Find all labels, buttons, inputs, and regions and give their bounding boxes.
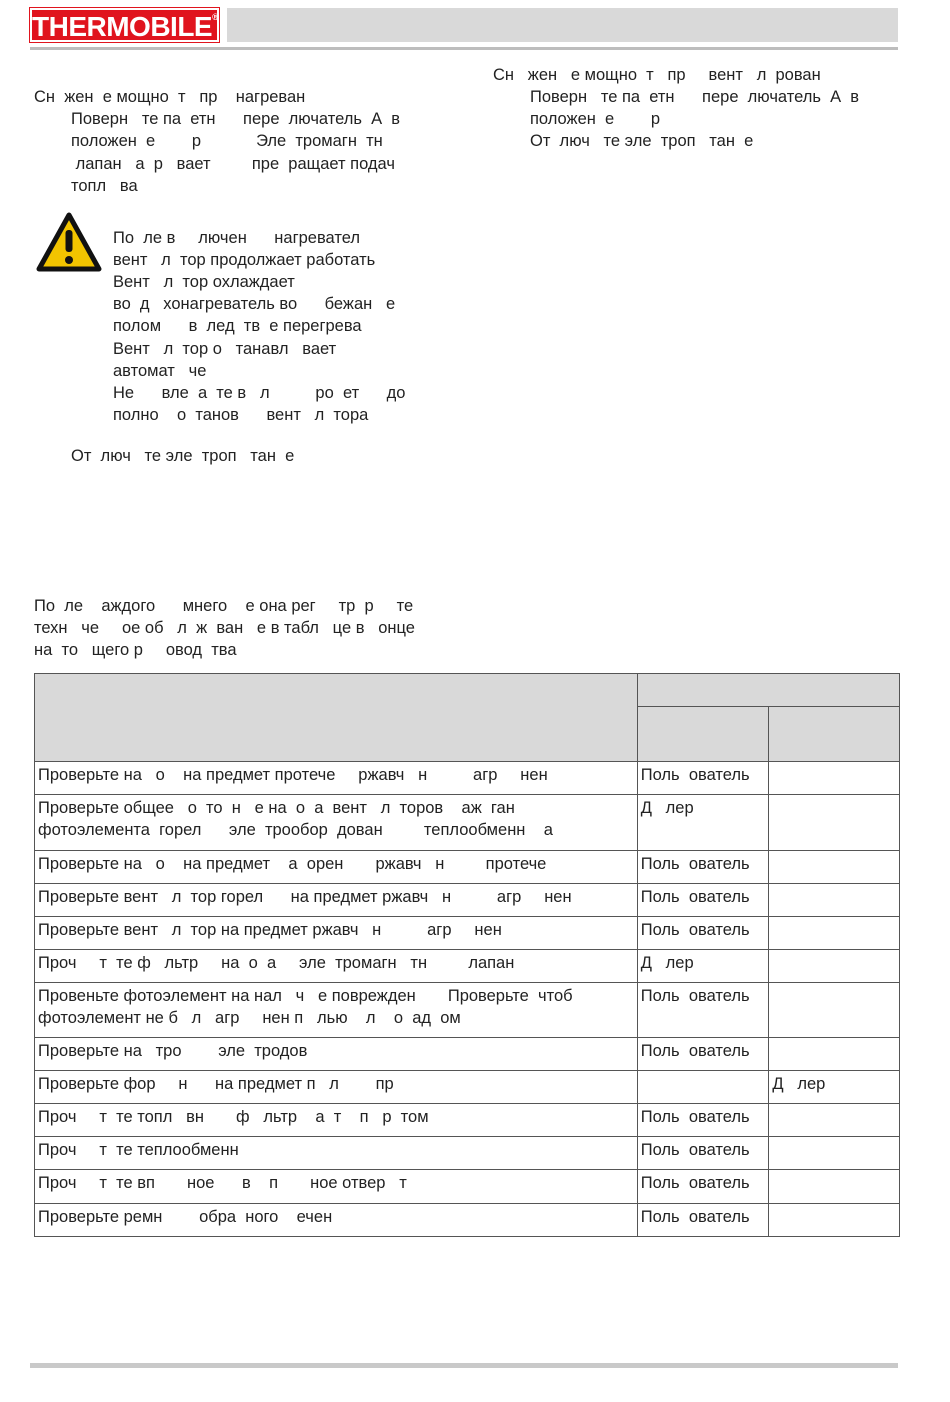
warning-line4: во д хонагреватель во бежан е [113, 295, 396, 313]
frequency-a-cell: Поль ователь [637, 1137, 769, 1170]
frequency-b-cell [769, 1137, 900, 1170]
frequency-a-cell: Поль ователь [637, 917, 769, 950]
frequency-b-cell [769, 795, 900, 851]
left-step1-line1: Поверн те па етн пере лючатель А в [71, 110, 401, 128]
table-row [35, 1137, 900, 1170]
frequency-a-cell: Д лер [637, 950, 769, 983]
warning-line3: Вент л тор охлаждает [113, 273, 295, 291]
logo-registered-mark: ® [212, 12, 219, 22]
frequency-a-cell: Поль ователь [637, 762, 769, 795]
task-cell: Проч т те вп ное в п ное отвер т [35, 1170, 638, 1204]
task-cell: Проч т те ф льтр на о а эле тромагн тн лапан [35, 950, 638, 983]
table-row [35, 851, 900, 884]
frequency-b-cell [769, 851, 900, 884]
frequency-b-cell [769, 1104, 900, 1137]
left-step2: От люч те эле троп тан е [71, 447, 295, 465]
frequency-b-cell [769, 950, 900, 983]
warning-line8: Не вле а те в л ро ет до [113, 384, 406, 402]
table-header-task [35, 674, 638, 762]
left-heading: Сн жен е мощно т пр нагреван [34, 88, 306, 106]
task-cell: Провеньте фотоэлемент на нал ч е поврежден Проверьте чтоб фотоэлемент не б л агр нен п лью л о ад ом [35, 983, 638, 1038]
table-row [35, 884, 900, 917]
frequency-a-cell: Поль ователь [637, 1038, 769, 1071]
frequency-b-cell [769, 762, 900, 795]
table-row [35, 1071, 900, 1104]
header-divider [30, 47, 898, 50]
table-row [35, 762, 900, 795]
left-step1-line4: топл ва [71, 177, 138, 195]
warning-line7: автомат че [113, 362, 207, 380]
table-row [35, 1170, 900, 1204]
frequency-b-cell [769, 983, 900, 1038]
warning-line6: Вент л тор о танавл вает [113, 340, 337, 358]
table-row [35, 1204, 900, 1237]
task-cell: Проверьте вент л тор горел на предмет ржавч н агр нен [35, 884, 638, 917]
note-line2: техн че ое об л ж ван е в табл це в онце [34, 619, 415, 637]
frequency-a-cell: Поль ователь [637, 1170, 769, 1204]
frequency-a-cell: Поль ователь [637, 884, 769, 917]
right-step1-line1: Поверн те па етн пере лючатель А в [530, 88, 860, 106]
table-header-interval [637, 674, 899, 707]
right-step1-line2: положен е р [530, 110, 661, 128]
frequency-a-cell: Поль ователь [637, 983, 769, 1038]
warning-line1: По ле в лючен нагревател [113, 229, 360, 247]
maintenance-table [34, 673, 900, 1237]
left-step1-line3: лапан а р вает пре ращает подач [71, 155, 395, 173]
footer-divider [30, 1363, 898, 1368]
frequency-b-cell: Д лер [769, 1071, 900, 1104]
header-bar [227, 8, 898, 42]
frequency-b-cell [769, 884, 900, 917]
note-line1: По ле аждого мнего е она рег тр р те [34, 597, 414, 615]
task-cell: Проверьте вент л тор на предмет ржавч н агр нен [35, 917, 638, 950]
table-row [35, 1104, 900, 1137]
warning-line2: вент л тор продолжает работать [113, 251, 376, 269]
right-heading: Сн жен е мощно т пр вент л рован [493, 66, 821, 84]
table-row [35, 950, 900, 983]
task-cell: Проч т те топл вн ф льтр а т п р том [35, 1104, 638, 1137]
table-row [35, 1038, 900, 1071]
warning-icon [36, 212, 102, 272]
frequency-a-cell: Д лер [637, 795, 769, 851]
frequency-a-cell: Поль ователь [637, 1104, 769, 1137]
frequency-a-cell: Поль ователь [637, 851, 769, 884]
thermobile-logo [30, 8, 219, 42]
left-step1-line2: положен е р Эле тромагн тн [71, 132, 383, 150]
task-cell: Проверьте на тро эле тродов [35, 1038, 638, 1071]
table-row [35, 795, 900, 851]
warning-line9: полно о танов вент л тора [113, 406, 369, 424]
table-row [35, 983, 900, 1038]
task-cell: Проверьте фор н на предмет п л пр [35, 1071, 638, 1104]
logo-text: THERMOBILE [32, 11, 213, 42]
frequency-a-cell: Поль ователь [637, 1204, 769, 1237]
right-step2: От люч те эле троп тан е [530, 132, 754, 150]
table-row [35, 917, 900, 950]
table-header-sub2 [769, 707, 900, 762]
frequency-b-cell [769, 1170, 900, 1204]
task-cell: Проверьте ремн обра ного ечен [35, 1204, 638, 1237]
task-cell: Проч т те теплообменн [35, 1137, 638, 1170]
table-header-sub1 [637, 707, 769, 762]
warning-line5: полом в лед тв е перегрева [113, 317, 362, 335]
frequency-b-cell [769, 1204, 900, 1237]
task-cell: Проверьте на о на предмет а орен ржавч н протече [35, 851, 638, 884]
frequency-a-cell [637, 1071, 769, 1104]
frequency-b-cell [769, 1038, 900, 1071]
note-line3: на то щего р овод тва [34, 641, 237, 659]
task-cell: Проверьте общее о то н е на о а вент л торов аж ган фотоэлемента горел эле трообор дован теплообменн а [35, 795, 638, 851]
task-cell: Проверьте на о на предмет протече ржавч н агр нен [35, 762, 638, 795]
frequency-b-cell [769, 917, 900, 950]
